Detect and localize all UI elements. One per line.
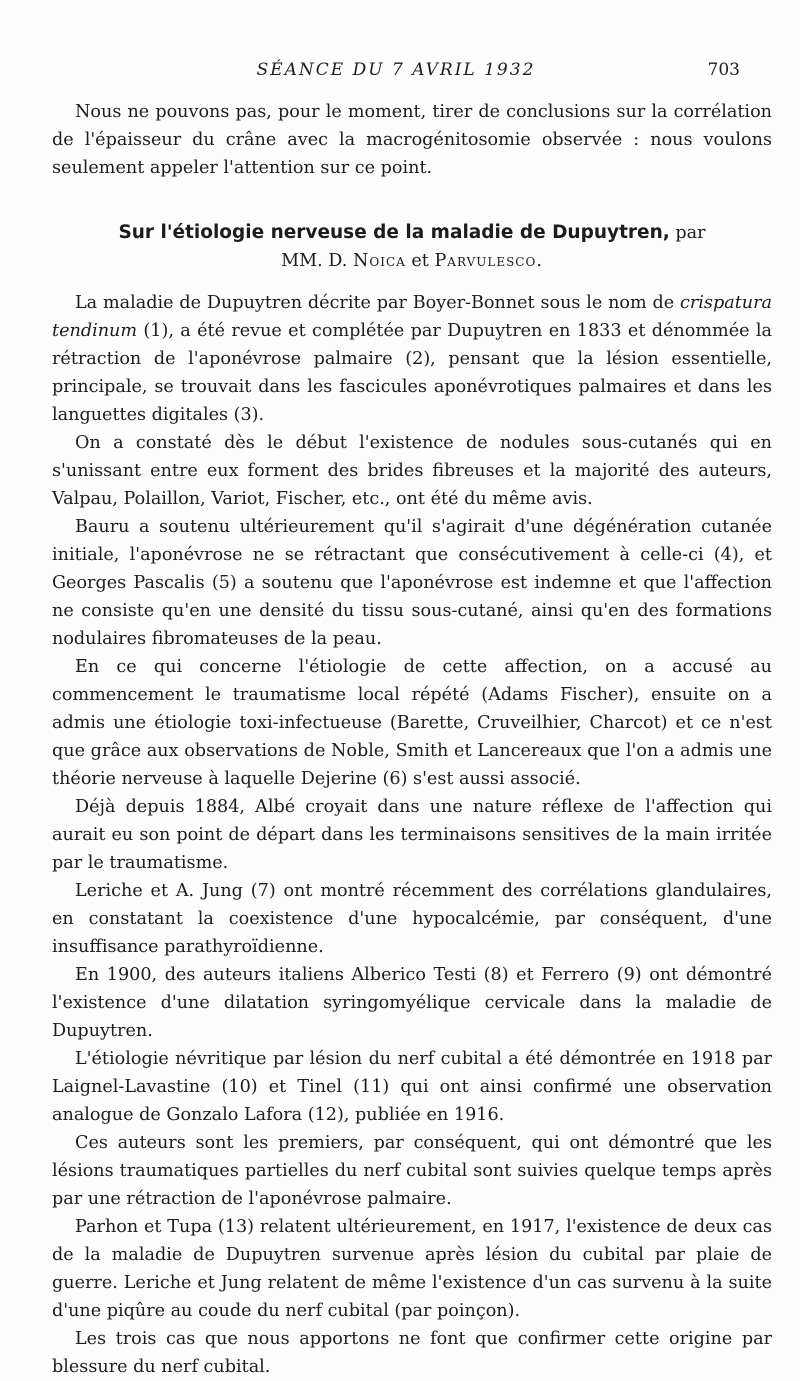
article-title: Sur l'étiologie nerveuse de la maladie de Dupuytren, <box>118 222 670 243</box>
p1-text-after: (1), a été revue et complétée par Dupuytren en 1833 et dénommée la rétraction de l'aponévrose palmaire (2), pensant que la lésion essentielle, principale, se trouvait dans les fascicules aponévrotiques palmaires et dans les languettes digitales (3). <box>52 321 772 425</box>
author-parvulesco: Parvulesco. <box>434 251 543 271</box>
running-title: SÉANCE DU 7 AVRIL 1932 <box>256 60 536 80</box>
p1-latin-term: crispatura tendinum <box>52 293 773 341</box>
paragraph-6: Leriche et A. Jung (7) ont montré récemment des corrélations glandulaires, en constatant la coexistence d'une hypocalcémie, par conséquent, d'une insuffisance parathyroïdienne. <box>52 881 772 957</box>
intro-paragraph: Nous ne pouvons pas, pour le moment, tirer de conclusions sur la corrélation de l'épaisseur du crâne avec la macrogénitosomie observée : nous voulons seulement appeler l'attention sur ce point. <box>52 102 772 178</box>
paragraph-9: Ces auteurs sont les premiers, par conséquent, qui ont démontré que les lésions traumatiques partielles du nerf cubital sont suivies quelque temps après par une rétraction de l'aponévrose palmaire. <box>52 1133 772 1209</box>
article-heading <box>52 219 772 275</box>
paragraph-10: Parhon et Tupa (13) relatent ultérieurement, en 1917, l'existence de deux cas de la maladie de Dupuytren survenue après lésion du cubital par plaie de guerre. Leriche et Jung relatent de même l'existence d'un cas survenu à la suite d'une piqûre au coude du nerf cubital (par poinçon). <box>52 1217 772 1321</box>
author-noica: Noica <box>352 251 406 271</box>
article-authors <box>52 247 772 275</box>
paragraph-7: En 1900, des auteurs italiens Alberico Testi (8) et Ferrero (9) ont démontré l'existence d'une dilatation syringomyélique cervicale dans la maladie de Dupuytren. <box>52 965 772 1041</box>
p1-text-before: La maladie de Dupuytren décrite par Boyer-Bonnet sous le nom de <box>75 293 675 313</box>
authors-prefix: MM. D. <box>281 251 348 271</box>
paragraph-2: On a constaté dès le début l'existence de nodules sous-cutanés qui en s'unissant entre eux forment des brides fibreuses et la majorité des auteurs, Valpau, Polaillon, Variot, Fischer, etc., ont été du même avis. <box>52 433 772 509</box>
paragraph-1 <box>52 289 772 429</box>
paragraph-5: Déjà depuis 1884, Albé croyait dans une nature réflexe de l'affection qui aurait eu son point de départ dans les terminaisons sensitives de la main irritée par le traumatisme. <box>52 797 772 873</box>
article-title-par: par <box>675 223 706 243</box>
paragraph-8: L'étiologie névritique par lésion du nerf cubital a été démontrée en 1918 par Laignel-Lavastine (10) et Tinel (11) qui ont ainsi confirmé une observation analogue de Gonzalo Lafora (12), publiée en 1916. <box>52 1049 772 1125</box>
authors-conjunction: et <box>411 251 429 271</box>
page-number: 703 <box>707 60 740 80</box>
paragraph-11: Les trois cas que nous apportons ne font que confirmer cette origine par blessure du nerf cubital. <box>52 1329 772 1377</box>
paragraph-4: En ce qui concerne l'étiologie de cette affection, on a accusé au commencement le traumatisme local répété (Adams Fischer), ensuite on a admis une étiologie toxi-infectueuse (Barette, Cruveilhier, Charcot) et ce n'est que grâce aux observations de Noble, Smith et Lancereaux que l'on a admis une théorie nerveuse à laquelle Dejerine (6) s'est aussi associé. <box>52 657 772 789</box>
paragraph-3: Bauru a soutenu ultérieurement qu'il s'agirait d'une dégénération cutanée initiale, l'aponévrose ne se rétractant que consécutivement à celle-ci (4), et Georges Pascalis (5) a soutenu que l'aponévrose est indemne et que l'affection ne consiste qu'en une densité du tissu sous-cutané, ainsi qu'en des formations nodulaires fibromateuses de la peau. <box>52 517 772 649</box>
running-header <box>52 60 740 86</box>
document-body <box>52 98 772 1381</box>
